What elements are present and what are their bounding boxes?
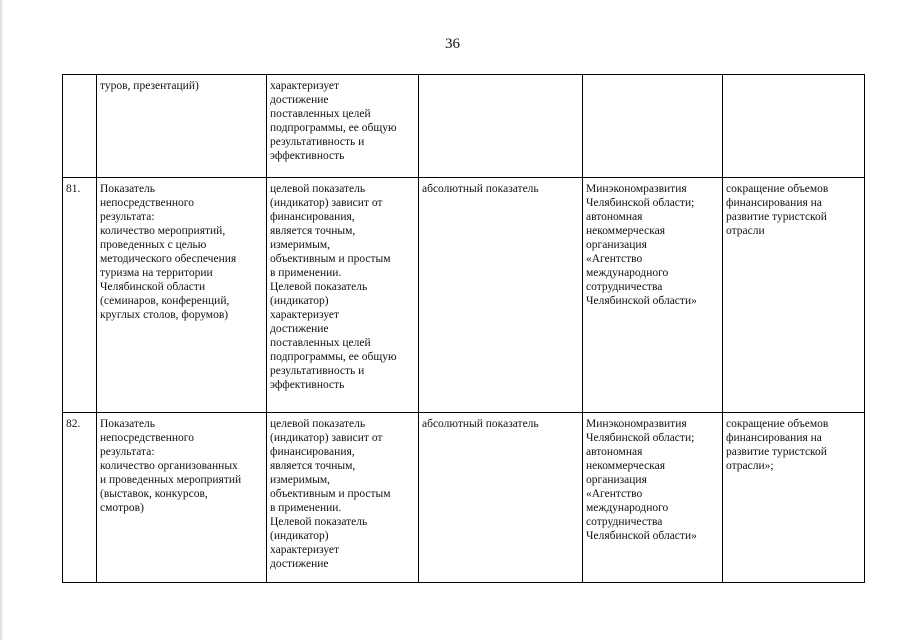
comment-cell: сокращение объемов финансирования на развитие туристской отрасли: [723, 178, 865, 413]
indicator-cell: Показатель непосредственного результата: количество организованных и проведенных мероприятий (выставок, конкурсов, смотров): [97, 413, 267, 583]
description-cell: целевой показатель (индикатор) зависит от финансирования, является точным, измеримым, объективным и простым в применении. Целевой показатель (индикатор) характеризует достижение поставленных целей подпрограммы, ее общую результативность и эффективность: [267, 178, 419, 413]
indicator-cell: Показатель непосредственного результата: количество мероприятий, проведенных с целью методического обеспечения туризма на территории Челябинской области (семинаров, конференций, круглых столов, форумов): [97, 178, 267, 413]
indicator-cell: туров, презентаций): [97, 75, 267, 178]
row-number: 81.: [63, 178, 97, 413]
page-number: 36: [445, 36, 460, 52]
responsible-cell: Минэкономразвития Челябинской области; автономная некоммерческая организация «Агентство международного сотрудничества Челябинской области»: [583, 413, 723, 583]
table-row: [63, 178, 865, 413]
table-row: [63, 413, 865, 583]
indicator-type-cell: абсолютный показатель: [419, 413, 583, 583]
table-row: [63, 75, 865, 178]
description-cell: целевой показатель (индикатор) зависит от финансирования, является точным, измеримым, объективным и простым в применении. Целевой показатель (индикатор) характеризует достижение: [267, 413, 419, 583]
comment-cell: сокращение объемов финансирования на развитие туристской отрасли»;: [723, 413, 865, 583]
indicator-type-cell: абсолютный показатель: [419, 178, 583, 413]
description-cell: характеризует достижение поставленных целей подпрограммы, ее общую результативность и эффективность: [267, 75, 419, 178]
responsible-cell: [583, 75, 723, 178]
responsible-cell: Минэкономразвития Челябинской области; автономная некоммерческая организация «Агентство международного сотрудничества Челябинской области»: [583, 178, 723, 413]
indicators-table: [62, 74, 865, 583]
row-number: 82.: [63, 413, 97, 583]
comment-cell: [723, 75, 865, 178]
indicator-type-cell: [419, 75, 583, 178]
row-number: [63, 75, 97, 178]
scan-edge: [0, 0, 4, 640]
